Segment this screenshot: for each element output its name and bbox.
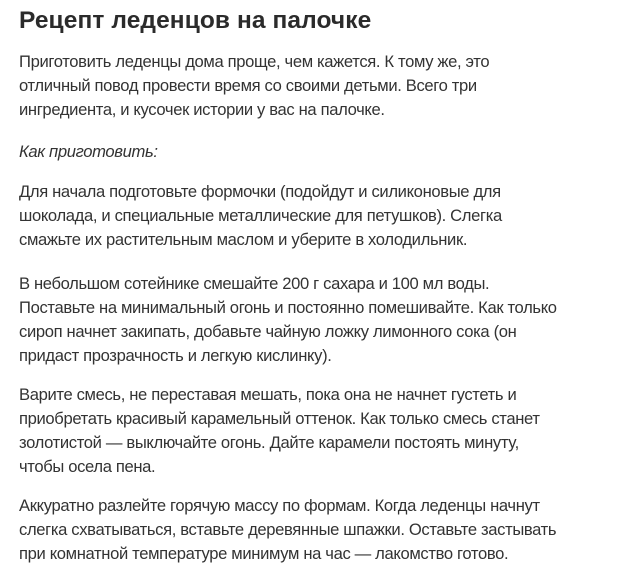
step-line: Варите смесь, не переставая мешать, пока она не начнет густеть и [19, 385, 517, 404]
step-paragraph-1 [19, 180, 502, 252]
intro-paragraph [19, 50, 489, 122]
step-line: сироп начнет закипать, добавьте чайную ложку лимонного сока (он [19, 322, 517, 341]
step-line: Поставьте на минимальный огонь и постоянно помешивайте. Как только [19, 298, 557, 317]
step-line: В небольшом сотейнике смешайте 200 г сахара и 100 мл воды. [19, 274, 490, 293]
article-title: Рецепт леденцов на палочке [19, 7, 372, 34]
step-line: чтобы осела пена. [19, 457, 156, 476]
how-to-heading: Как приготовить: [19, 142, 158, 161]
step-line: смажьте их растительным маслом и уберите в холодильник. [19, 230, 468, 249]
step-paragraph-4 [19, 494, 556, 566]
intro-line: Приготовить леденцы дома проще, чем кажется. К тому же, это [19, 52, 490, 71]
intro-line: ингредиента, и кусочек истории у вас на палочке. [19, 100, 385, 119]
step-paragraph-2 [19, 272, 557, 368]
step-line: приобретать красивый карамельный оттенок. Как только смесь станет [19, 409, 540, 428]
step-line: Для начала подготовьте формочки (подойдут и силиконовые для [19, 182, 501, 201]
step-paragraph-3 [19, 383, 540, 479]
step-line: Аккуратно разлейте горячую массу по формам. Когда леденцы начнут [19, 496, 540, 515]
step-line: слегка схватываться, вставьте деревянные шпажки. Оставьте застывать [19, 520, 557, 539]
intro-line: отличный повод провести время со своими детьми. Всего три [19, 76, 477, 95]
step-line: шоколада, и специальные металлические для петушков). Слегка [19, 206, 502, 225]
step-line: золотистой — выключайте огонь. Дайте карамели постоять минуту, [19, 433, 519, 452]
step-line: при комнатной температуре минимум на час — лакомство готово. [19, 544, 509, 563]
step-line: придаст прозрачность и легкую кислинку). [19, 346, 332, 365]
